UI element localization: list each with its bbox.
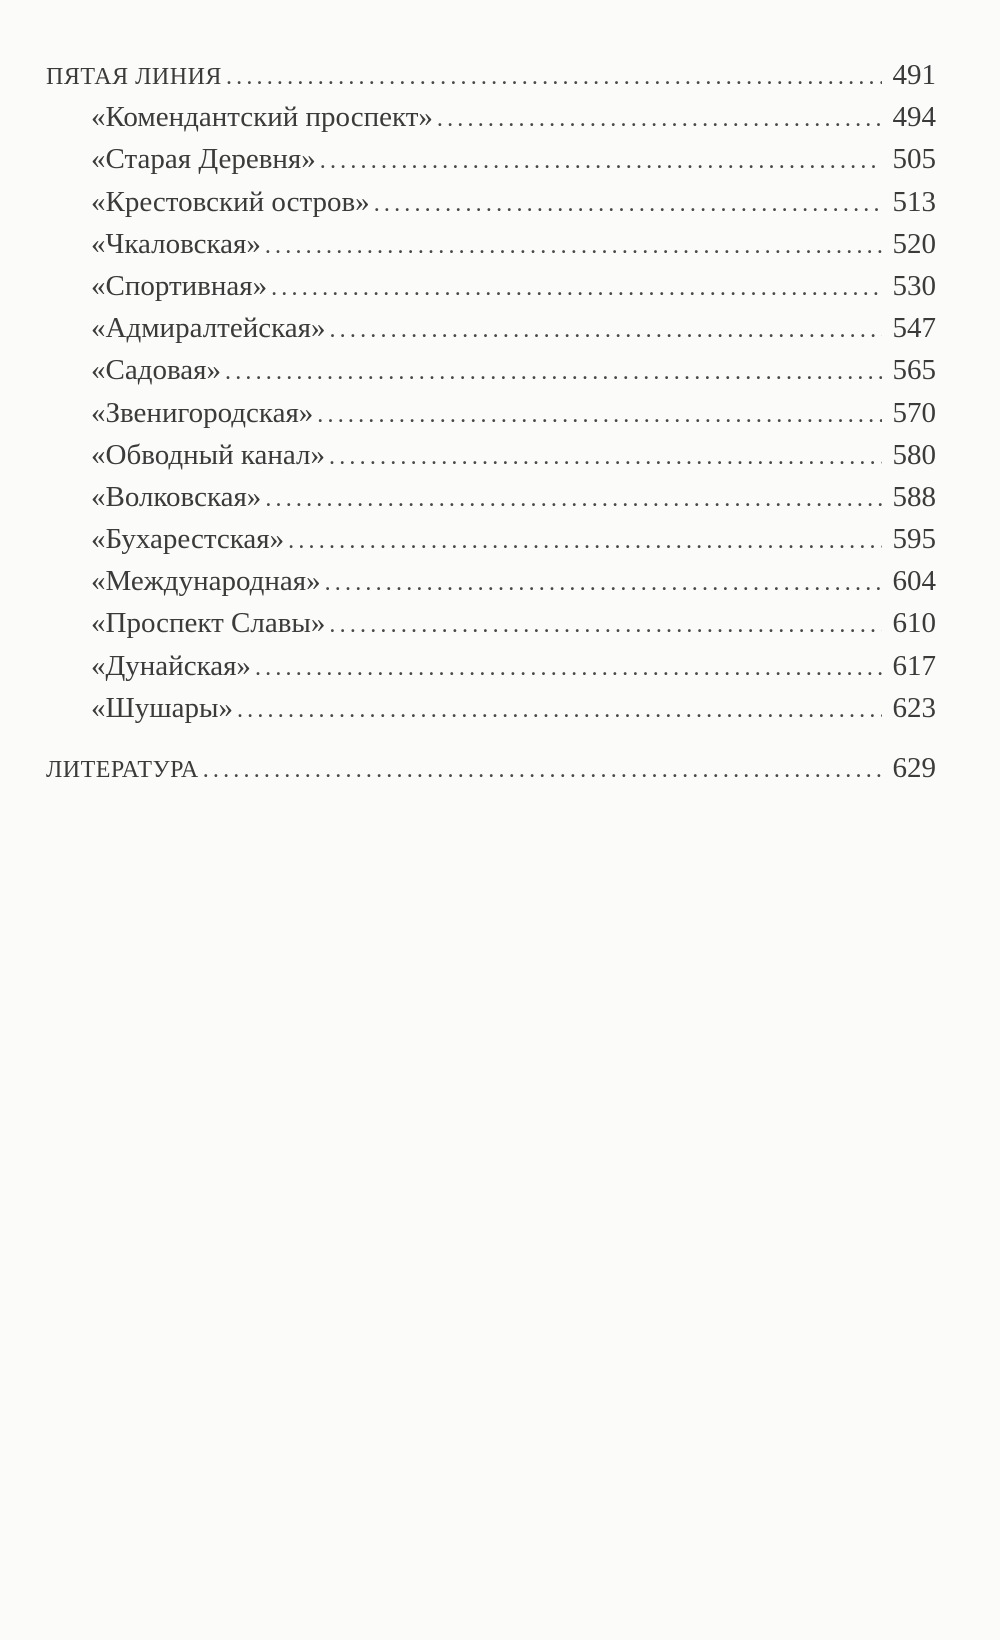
dot-leader [329, 604, 882, 646]
toc-page-number: 547 [892, 312, 936, 345]
toc-entry-title: «Волковская» [91, 480, 262, 513]
toc-entry [46, 181, 936, 223]
toc-entry-title: «Звенигородская» [91, 396, 314, 429]
toc-entry [46, 518, 936, 560]
toc-page-number: 565 [892, 354, 936, 387]
dot-leader [226, 56, 882, 98]
toc-entry [46, 265, 936, 307]
toc-entry [46, 96, 936, 138]
toc-entry-title: «Чкаловская» [91, 227, 261, 260]
toc-entry-title: «Старая Деревня» [91, 143, 316, 176]
toc-entry-title: «Бухарестская» [91, 523, 285, 556]
toc-literature-title: ЛИТЕРАТУРА [46, 757, 199, 783]
toc-page-number: 623 [892, 691, 936, 724]
toc-entry [46, 138, 936, 180]
dot-leader [317, 394, 882, 436]
toc-section-heading [46, 54, 936, 96]
toc-page-number: 520 [892, 227, 936, 260]
toc-page-number: 588 [892, 480, 936, 513]
dot-leader [320, 140, 882, 182]
table-of-contents [46, 54, 936, 789]
toc-page-number: 570 [892, 396, 936, 429]
toc-entry-title: «Международная» [91, 565, 321, 598]
toc-entry-title: «Обводный канал» [91, 438, 326, 471]
toc-entry-title: «Дунайская» [91, 649, 251, 682]
toc-entry-title: «Крестовский остров» [91, 185, 370, 218]
dot-leader [437, 98, 882, 140]
dot-leader [265, 478, 882, 520]
toc-entry [46, 476, 936, 518]
toc-entry-title: «Адмиралтейская» [91, 312, 326, 345]
toc-entry-title: «Садовая» [91, 354, 221, 387]
dot-leader [374, 183, 882, 225]
toc-entry-title: «Проспект Славы» [91, 607, 326, 640]
toc-entry [46, 349, 936, 391]
toc-entry [46, 223, 936, 265]
toc-page-number: 610 [892, 607, 936, 640]
toc-entry-title: «Шушары» [91, 691, 233, 724]
dot-leader [271, 267, 882, 309]
dot-leader [288, 520, 882, 562]
toc-page-number: 530 [892, 269, 936, 302]
toc-page-number: 617 [892, 649, 936, 682]
toc-section-title: ПЯТАЯ ЛИНИЯ [46, 64, 222, 90]
toc-entry-title: «Комендантский проспект» [91, 101, 433, 134]
toc-entry-title: «Спортивная» [91, 269, 268, 302]
dot-leader [329, 436, 882, 478]
toc-page-number: 505 [892, 143, 936, 176]
toc-literature-heading [46, 747, 936, 789]
dot-leader [255, 647, 882, 689]
toc-entry [46, 645, 936, 687]
toc-page-number: 494 [892, 101, 936, 134]
toc-entry [46, 602, 936, 644]
toc-entry [46, 392, 936, 434]
toc-page-number: 580 [892, 438, 936, 471]
toc-entry [46, 307, 936, 349]
dot-leader [225, 351, 882, 393]
toc-page-number: 604 [892, 565, 936, 598]
toc-page-number: 491 [892, 59, 936, 91]
toc-entry [46, 560, 936, 602]
toc-entry [46, 687, 936, 729]
toc-page-number: 629 [892, 752, 936, 784]
toc-entry [46, 434, 936, 476]
dot-leader [237, 689, 882, 731]
toc-page-number: 595 [892, 523, 936, 556]
dot-leader [329, 309, 882, 351]
toc-page-number: 513 [892, 185, 936, 218]
dot-leader [203, 749, 882, 791]
dot-leader [325, 562, 882, 604]
dot-leader [265, 225, 882, 267]
